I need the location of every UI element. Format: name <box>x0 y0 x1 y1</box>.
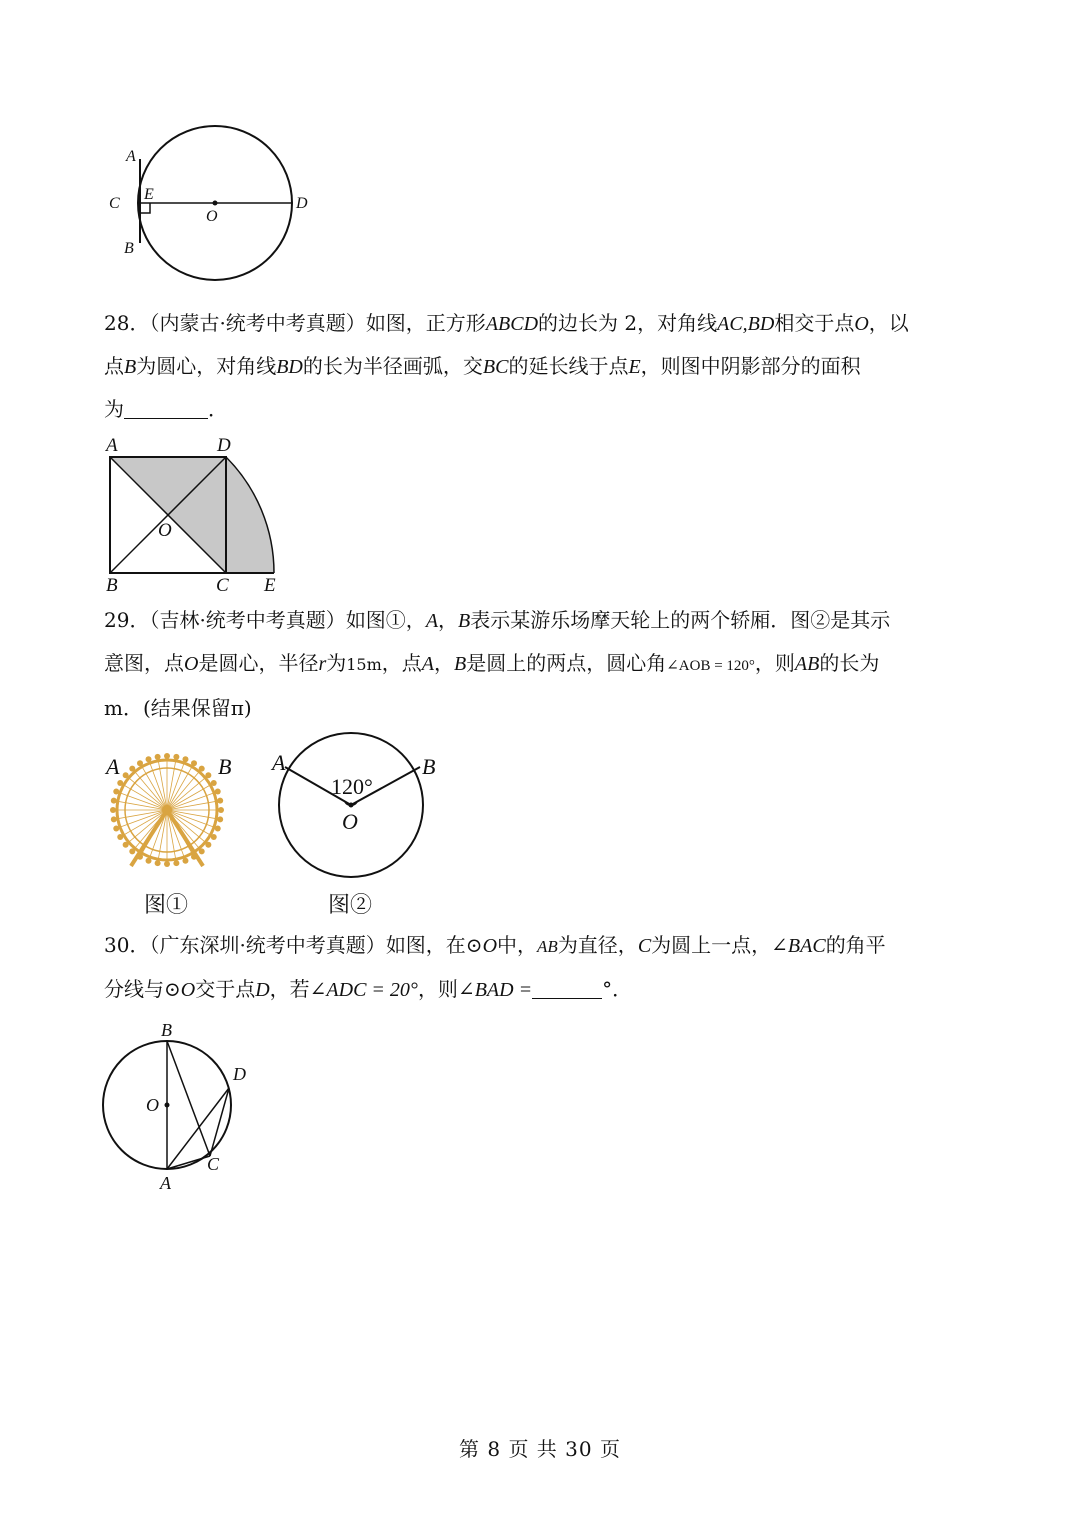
q28-b: B <box>124 356 137 378</box>
q29-a: A <box>425 610 439 632</box>
label-b: B <box>106 575 118 596</box>
segment-ad <box>167 1088 229 1169</box>
label-d: D <box>233 1064 246 1084</box>
q28-abcd: ABCD <box>485 313 539 335</box>
figure-q27 <box>100 115 330 290</box>
q30-ab: AB <box>537 937 558 956</box>
q29-line-3 <box>104 687 984 729</box>
q29-source: （吉林·统考中考真题） <box>149 608 346 632</box>
q29-comma: ， <box>438 608 459 632</box>
q28-line-3 <box>104 388 984 430</box>
q29-text-6: ，点 <box>381 651 422 675</box>
question-28 <box>104 302 984 430</box>
wheel-cabin <box>215 825 221 831</box>
q28-source: （内蒙古·统考中考真题） <box>149 311 366 335</box>
wheel-cabin <box>123 842 129 848</box>
q28-text-10: 为 <box>104 397 124 421</box>
q30-text-6: 分线与⊙ <box>104 977 181 1001</box>
q29-radius: 15m <box>346 655 382 674</box>
q29-text-2: 表示某游乐场摩天轮上的两个轿厢．图②是其示 <box>470 608 891 632</box>
shaded-region <box>110 457 274 573</box>
center-point-o <box>165 1103 170 1108</box>
label-a: A <box>106 754 120 779</box>
label-e: E <box>264 575 276 596</box>
label-a: A <box>126 148 136 165</box>
label-d: D <box>296 195 308 212</box>
q28-number: 28． <box>104 311 150 335</box>
wheel-cabin <box>155 754 161 760</box>
label-b: B <box>124 240 134 257</box>
segment-bc <box>167 1041 210 1156</box>
figure-q29-diagram <box>270 730 450 885</box>
wheel-cabin <box>205 772 211 778</box>
q30-text-3: 为直径， <box>557 933 638 957</box>
figure-q28 <box>100 432 290 597</box>
q29-text-9: 的长为 <box>819 651 880 675</box>
q28-text-6: 为圆心，对角线 <box>136 354 277 378</box>
q28-text-1: 如图，正方形 <box>365 311 486 335</box>
q29-r: r <box>318 653 327 675</box>
label-o: O <box>158 520 172 541</box>
wheel-cabin <box>182 858 188 864</box>
q28-bc: BC <box>482 356 509 378</box>
label-c: C <box>109 195 120 212</box>
wheel-cabin <box>215 789 221 795</box>
wheel-cabin <box>182 756 188 762</box>
q30-o: O <box>482 935 498 957</box>
label-o: O <box>206 208 218 225</box>
wheel-cabin <box>173 860 179 866</box>
wheel-cabin <box>155 860 161 866</box>
q29-text-8: ，则 <box>754 651 795 675</box>
q28-text-3: 相交于点 <box>774 311 855 335</box>
ferris-wheel-image <box>100 750 240 875</box>
q28-bd: BD <box>276 356 303 378</box>
q30-text-9: ，则 <box>417 977 458 1001</box>
q28-text-4: ，以 <box>868 311 909 335</box>
wheel-cabin <box>217 816 223 822</box>
wheel-cabin <box>123 772 129 778</box>
q29-text-1: 如图①， <box>345 608 426 632</box>
wheel-cabin <box>173 754 179 760</box>
wheel-cabin <box>117 780 123 786</box>
wheel-cabin <box>199 766 205 772</box>
q29-text-4: 是圆心，半径 <box>198 651 319 675</box>
q29-line-1 <box>104 599 984 642</box>
caption-figure-1: 图① <box>144 893 189 918</box>
label-b: B <box>422 754 436 779</box>
label-b: B <box>218 754 232 779</box>
wheel-cabin <box>110 807 116 813</box>
figure-q30 <box>98 1018 263 1198</box>
q30-text-7: 交于点 <box>195 977 256 1001</box>
segment-ac <box>167 1156 210 1169</box>
q30-d: D <box>255 979 270 1001</box>
label-c: C <box>207 1154 220 1174</box>
wheel-cabin <box>137 760 143 766</box>
q28-answer-blank[interactable] <box>124 396 208 419</box>
label-a: A <box>160 1173 171 1193</box>
q30-line-1 <box>104 924 984 968</box>
q30-text-10: °． <box>602 977 633 1001</box>
q30-angle-bad: ∠BAD = <box>457 979 533 1001</box>
wheel-cabin <box>146 756 152 762</box>
q30-text-2: 中， <box>497 933 538 957</box>
wheel-cabin <box>191 760 197 766</box>
q30-angle-adc: ∠ADC = 20° <box>309 979 418 1001</box>
label-a: A <box>106 435 118 456</box>
label-angle: 120° <box>331 774 373 799</box>
q30-angle-bac: ∠BAC <box>771 935 826 957</box>
page-footer: 第 8 页 共 30 页 <box>459 1437 621 1461</box>
wheel-cabin <box>205 842 211 848</box>
label-d: D <box>217 435 231 456</box>
segment-cd <box>210 1088 229 1156</box>
q28-ac-bd: AC,BD <box>717 313 775 335</box>
q29-text-7: 是圆上的两点，圆心角 <box>466 651 667 675</box>
wheel-cabin <box>129 848 135 854</box>
wheel-cabin <box>199 848 205 854</box>
q29-a-2: A <box>421 653 434 675</box>
wheel-cabin <box>113 789 119 795</box>
wheel-cabin <box>164 753 170 759</box>
q30-text-5: 的角平 <box>825 933 886 957</box>
q28-line-1 <box>104 302 984 345</box>
wheel-cabin <box>111 816 117 822</box>
q29-text-10: m．(结果保留π) <box>104 696 252 720</box>
label-c: C <box>216 575 229 596</box>
q28-e: E <box>628 356 641 378</box>
label-e: E <box>144 186 154 203</box>
label-a: A <box>272 750 286 775</box>
q29-b: B <box>458 610 471 632</box>
wheel-cabin <box>146 858 152 864</box>
q29-text-3: 意图，点 <box>104 651 184 675</box>
q30-o-2: O <box>180 979 196 1001</box>
q29-o: O <box>184 653 199 675</box>
center-point-o <box>213 201 218 206</box>
wheel-cabin <box>164 861 170 867</box>
wheel-cabin <box>117 834 123 840</box>
wheel-cabin <box>218 807 224 813</box>
q28-line-2 <box>104 345 984 388</box>
question-30 <box>104 924 984 1011</box>
q30-text-1: 如图，在⊙ <box>385 933 483 957</box>
q28-text-11: ． <box>208 397 228 421</box>
q28-text-7: 的长为半径画弧，交 <box>302 354 483 378</box>
label-o: O <box>342 809 358 834</box>
q30-answer-blank[interactable] <box>532 976 602 999</box>
wheel-cabin <box>217 798 223 804</box>
q29-b-2: B <box>454 653 467 675</box>
q29-line-2 <box>104 642 984 687</box>
q28-o: O <box>854 313 869 335</box>
center-point-o <box>349 803 354 808</box>
q30-source: （广东深圳·统考中考真题） <box>149 933 386 957</box>
q30-number: 30． <box>104 933 150 957</box>
wheel-cabin <box>129 766 135 772</box>
q29-comma-2: ， <box>434 651 454 675</box>
q28-text-5: 点 <box>104 354 124 378</box>
q30-line-2 <box>104 968 984 1011</box>
q28-text-8: 的延长线于点 <box>508 354 629 378</box>
q29-text-5: 为 <box>326 651 347 675</box>
q30-text-4: 为圆上一点， <box>651 933 772 957</box>
caption-figure-2: 图② <box>328 893 373 918</box>
q30-text-8: ，若 <box>269 977 310 1001</box>
wheel-cabin <box>111 798 117 804</box>
q28-text-2: 的边长为 2，对角线 <box>538 311 718 335</box>
q29-angle: ∠AOB = 120° <box>666 658 755 674</box>
q29-arc-ab: AB <box>794 653 820 675</box>
wheel-cabin <box>211 780 217 786</box>
q28-text-9: ，则图中阴影部分的面积 <box>640 354 861 378</box>
q30-c: C <box>637 935 652 957</box>
label-b: B <box>161 1020 172 1040</box>
wheel-cabin <box>211 834 217 840</box>
label-o: O <box>146 1095 159 1115</box>
wheel-cabin <box>113 825 119 831</box>
right-angle-mark <box>140 203 150 213</box>
question-29 <box>104 599 984 729</box>
q29-number: 29． <box>104 608 150 632</box>
